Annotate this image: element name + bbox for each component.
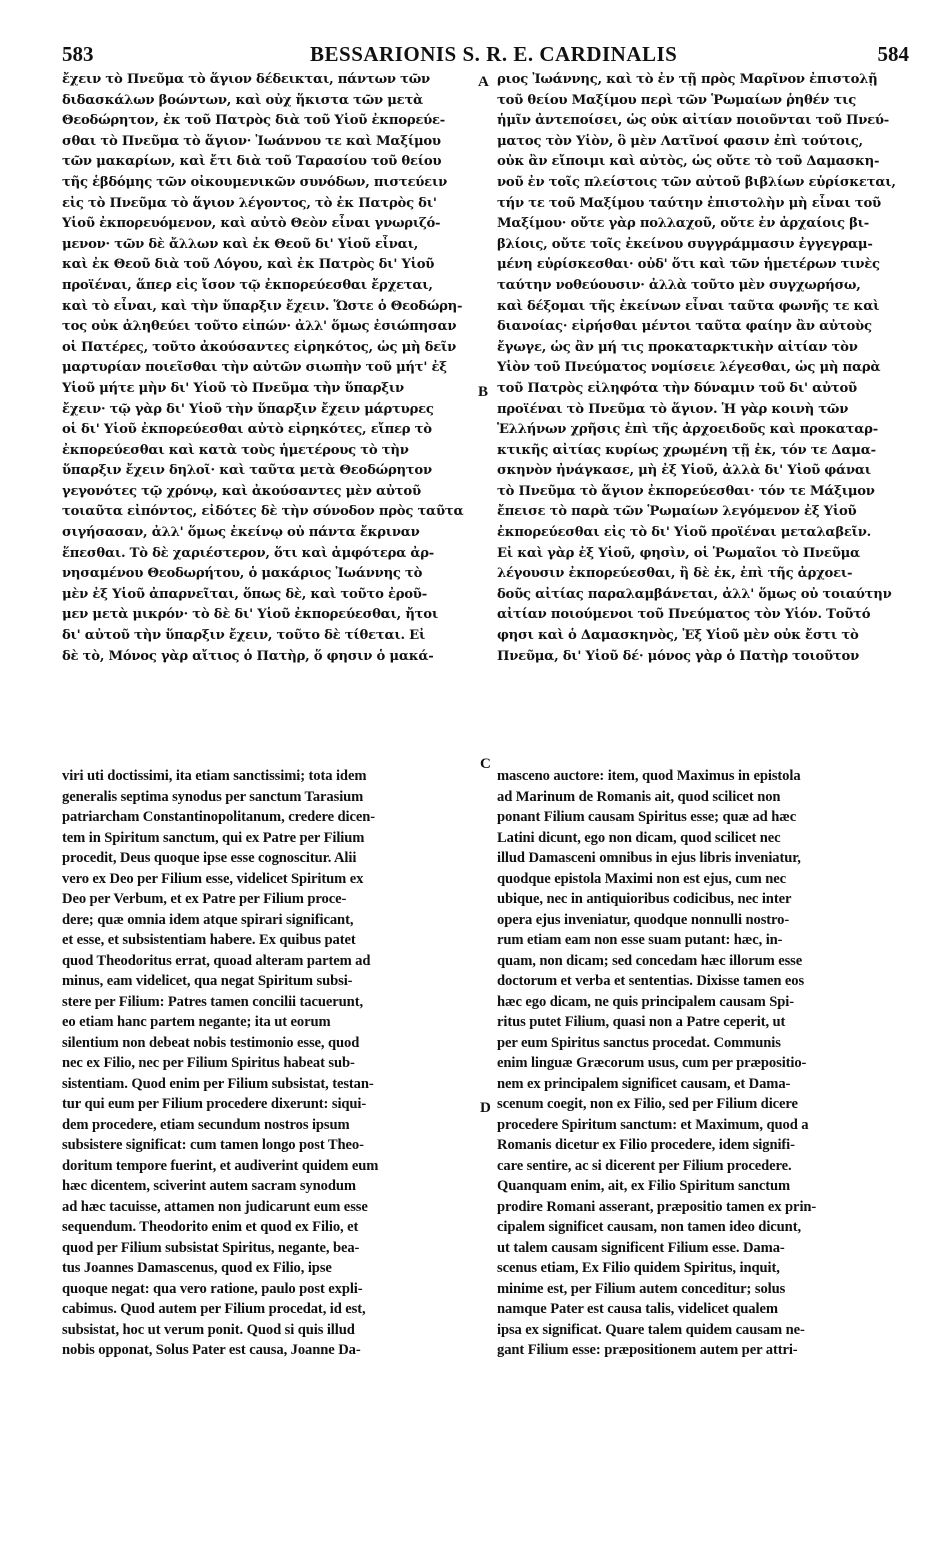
latin-line: ritus putet Filium, quasi non a Patre ceperit, ut — [497, 1014, 786, 1030]
greek-line: τῆς ἑβδόμης τῶν οἰκουμενικῶν συνόδων, πιστεύειν — [62, 174, 447, 190]
greek-line: ἔχειν· τῷ γὰρ δι' Υἱοῦ τὴν ὕπαρξιν ἔχειν μάρτυρες — [62, 401, 434, 417]
latin-line: nec ex Filio, nec per Filium Spiritus habeat sub- — [62, 1055, 355, 1071]
latin-line: ipsa ex significat. Quare talem quidem causam ne- — [497, 1321, 805, 1338]
margin-letter-d: D — [480, 1100, 491, 1116]
greek-line: Πνεῦμα, δι' Υἱοῦ δέ· μόνος γὰρ ὁ Πατὴρ τοιοῦτον — [497, 648, 859, 664]
latin-line: Latini dicunt, ego non dicam, quod scilicet nec — [497, 829, 781, 846]
latin-line: quodque epistola Maximi non est ejus, cum nec — [497, 870, 787, 887]
greek-line: ὕπαρξιν ἔχειν δηλοῖ· καὶ ταῦτα μετὰ Θεοδώρητον — [62, 463, 432, 479]
latin-line: subsistere significat: cum tamen longo post Theo- — [62, 1137, 364, 1153]
latin-line: sistentiam. Quod enim per Filium subsistat, testan- — [62, 1075, 374, 1092]
greek-line: Εἰ καὶ γὰρ ἐξ Υἱοῦ, φησὶν, οἱ Ῥωμαῖοι τὸ Πνεῦμα — [497, 545, 860, 561]
latin-line: care sentire, ac si dicerent per Filium procedere. — [497, 1157, 792, 1174]
latin-line: hæc ego dicam, ne quis principalem causam Spi- — [497, 993, 795, 1010]
page-number-left: 583 — [62, 42, 94, 66]
latin-line: ad Marinum de Romanis ait, quod scilicet non — [497, 788, 781, 805]
greek-line: κτικῆς αἰτίας κυρίως χρωμένη τῇ ἐκ, τόν τε Δαμα- — [497, 442, 876, 458]
latin-line: tem in Spiritum sanctum, qui ex Patre per Filium — [62, 829, 365, 846]
greek-line: οὐκ ἂν εἴποιμι καὶ αὐτὸς, ὡς οὔτε τὸ τοῦ Δαμασκη- — [497, 154, 880, 170]
latin-line: dere; quæ omnia idem atque spirari significant, — [62, 911, 354, 928]
greek-line: ταύτην νοθεύουσιν· ἀλλὰ τοῦτο μὲν συγχωρήσω, — [497, 277, 861, 293]
latin-line: nem ex principalem significet causam, et Dama- — [497, 1075, 791, 1092]
latin-line: viri uti doctissimi, ita etiam sanctissimi; tota idem — [62, 768, 367, 784]
latin-line: gant Filium esse: præpositionem autem per attri- — [497, 1342, 798, 1358]
latin-line: scenus etiam, Ex Filio quidem Spiritus, inquit, — [497, 1260, 780, 1276]
running-header — [62, 42, 909, 68]
greek-line: δοῦς αἰτίας παραλαμβάνεται, ἀλλ' ὅμως οὐ τοιαύτην — [497, 586, 892, 602]
greek-line: ἡμῖν ἀντεποίσει, ὡς οὐκ αἰτίαν ποιοῦνται τοῦ Πνεύ- — [497, 113, 890, 129]
greek-line: εἰς τὸ Πνεῦμα τὸ ἅγιον λέγοντος, τὸ ἐκ Πατρὸς δι' — [62, 195, 437, 211]
page-number-right: 584 — [877, 42, 909, 66]
latin-line: enim linguæ Græcorum usus, cum per præpositio- — [497, 1055, 807, 1071]
latin-line: generalis septima synodus per sanctum Tarasium — [62, 788, 364, 805]
greek-line: δὲ τὸ, Μόνος γὰρ αἴτιος ὁ Πατὴρ, ὅ φησιν ὁ μακά- — [62, 648, 434, 664]
latin-line: tus Joannes Damascenus, quod ex Filio, ipse — [62, 1260, 332, 1276]
latin-line: minus, eam videlicet, qua negat Spiritum subsi- — [62, 973, 353, 989]
greek-line: προϊέναι τὸ Πνεῦμα τὸ ἅγιον. Ἡ γὰρ κοινὴ τῶν — [497, 401, 849, 417]
latin-line: scenum coegit, non ex Filio, sed per Filium dicere — [497, 1096, 798, 1112]
greek-line: σθαι τὸ Πνεῦμα τὸ ἅγιον· Ἰωάννου τε καὶ Μαξίμου — [62, 133, 441, 149]
greek-line: ἔχειν τὸ Πνεῦμα τὸ ἅγιον δέδεικται, πάντων τῶν — [62, 72, 430, 87]
latin-line: patriarcham Constantinopolitanum, credere dicen- — [62, 809, 376, 825]
margin-letter-b: B — [478, 384, 489, 400]
margin-letter-a: A — [478, 74, 489, 90]
greek-line: νησαμένου Θεοδωρήτου, ὁ μακάριος Ἰωάννης τὸ — [62, 566, 423, 582]
latin-line: procedere Spiritum sanctum: et Maximum, quod a — [497, 1116, 809, 1133]
latin-line: et esse, et subsistentiam habere. Ex quibus patet — [62, 932, 356, 948]
greek-column-left — [62, 70, 475, 760]
greek-line: οἱ δι' Υἱοῦ ἐκπορεύεσθαι αὐτὸ εἰρηκότες, εἴπερ τὸ — [62, 422, 432, 438]
latin-line: vero ex Deo per Filium esse, videlicet Spiritum ex — [62, 870, 364, 887]
greek-line: Θεοδώρητον, ἐκ τοῦ Πατρὸς διὰ τοῦ Υἱοῦ ἐκπορεύε- — [62, 113, 446, 129]
greek-line: νοῦ ἐν τοῖς πλείστοις τῶν αὐτοῦ βιβλίων εὑρίσκεται, — [497, 174, 896, 190]
greek-line: διανοίας· εἰρήσθαι μέντοι ταῦτα φαίην ἂν αὐτοὺς — [497, 319, 872, 335]
latin-line: quod per Filium subsistat Spiritus, negante, bea- — [62, 1239, 360, 1256]
latin-line: cabimus. Quod autem per Filium procedat, id est, — [62, 1301, 366, 1317]
greek-line: ἔπεισε τὸ παρὰ τῶν Ῥωμαίων λεγόμενον ἐξ Υἱοῦ — [497, 504, 857, 520]
greek-line: μένη εὑρίσκεσθαι· οὐδ' ὅτι καὶ τῶν ἡμετέρων τινὲς — [497, 257, 880, 273]
latin-line: subsistat, hoc ut verum ponit. Quod si quis illud — [62, 1321, 355, 1338]
latin-line: ad hæc tacuisse, attamen non judicarunt eum esse — [62, 1198, 368, 1215]
latin-line: hæc dicentem, sciverint autem sacram synodum — [62, 1178, 356, 1194]
latin-line: cipalem significet causam, non tamen ideo dicunt, — [497, 1219, 801, 1235]
latin-line: illud Damasceni omnibus in ejus libris inveniatur, — [497, 850, 801, 866]
greek-line: οἱ Πατέρες, τοῦτο ἀκούσαντες εἰρηκότος, ὡς μὴ δεῖν — [62, 339, 457, 355]
greek-line: τοῦ θείου Μαξίμου περὶ τῶν Ῥωμαίων ῥηθέν τις — [497, 92, 857, 108]
latin-line: silentium non debeat nobis testimonio esse, quod — [62, 1034, 360, 1051]
greek-line: ριος Ἰωάννης, καὶ τὸ ἐν τῇ πρὸς Μαρῖνον ἐπιστολῇ — [497, 72, 878, 87]
greek-line: φησι καὶ ὁ Δαμασκηνὸς, Ἐξ Υἱοῦ μὲν οὐκ ἔστι τὸ — [497, 628, 859, 644]
margin-letter-c: C — [480, 756, 491, 772]
greek-line: ἐκπορεύεσθαι εἰς τὸ δι' Υἱοῦ προϊέναι μεταλαβεῖν. — [497, 525, 871, 541]
greek-line: σιγήσασαν, ἀλλ' ὅμως ἐκείνῳ οὐ πάντα ἔκριναν — [62, 525, 420, 541]
greek-line: τῶν μακαρίων, καὶ ἔτι διὰ τοῦ Ταρασίου τοῦ θείου — [62, 154, 442, 170]
latin-line: masceno auctore: item, quod Maximus in epistola — [497, 768, 801, 784]
greek-line: Μαξίμου· οὔτε γὰρ πολλαχοῦ, οὔτε ἐν ἀρχαίοις βι- — [497, 216, 869, 232]
latin-line: quoque negat: qua vero ratione, paulo post expli- — [62, 1280, 363, 1297]
latin-line: prodire Romani asserant, præpositio tamen ex prin- — [497, 1198, 817, 1215]
latin-line: sequendum. Theodorito enim et quod ex Filio, et — [62, 1219, 359, 1235]
latin-line: dem procedere, etiam secundum nostros ipsum — [62, 1116, 350, 1133]
greek-line: γεγονότες τῷ χρόνῳ, καὶ ἀκούσαντες μὲν αὐτοῦ — [62, 483, 421, 499]
greek-line: Ἑλλήνων χρῆσις ἐπὶ τῆς ἀρχοειδοῦς καὶ προκαταρ- — [497, 422, 878, 438]
greek-line: καὶ δέξομαι τῆς ἐκείνων εἶναι ταῦτα φωνῆς τε καὶ — [497, 298, 880, 314]
greek-line: ἔγωγε, ὡς ἂν μή τις προκαταρκτικὴν αἰτίαν τὸν — [497, 339, 858, 355]
greek-line: δι' αὐτοῦ τὴν ὕπαρξιν ἔχειν, τοῦτο δὲ τίθεται. Εἰ — [62, 628, 426, 644]
greek-line: καὶ τὸ εἶναι, καὶ τὴν ὕπαρξιν ἔχειν. Ὥστε ὁ Θεοδώρη- — [62, 298, 463, 314]
greek-line: τὸ Πνεῦμα τὸ ἅγιον ἐκπορεύεσθαι· τόν τε Μάξιμον — [497, 483, 875, 499]
greek-line: μεν μετὰ μικρόν· τὸ δὲ δι' Υἱοῦ ἐκπορεύεσθαι, ἤτοι — [62, 607, 438, 623]
latin-line: Quanquam enim, ait, ex Filio Spiritum sanctum — [497, 1178, 791, 1194]
greek-line: Υἱοῦ μήτε μὴν δι' Υἱοῦ τὸ Πνεῦμα τὴν ὕπαρξιν — [62, 380, 404, 396]
greek-line: μὲν ἐξ Υἱοῦ ἀπαρνεῖται, ὅπως δὲ, καὶ τοῦτο ἐροῦ- — [62, 586, 427, 602]
latin-line: tur qui eum per Filium procedere dixerunt: siqui- — [62, 1096, 367, 1112]
greek-line: καὶ ἐκ Θεοῦ διὰ τοῦ Λόγου, καὶ ἐκ Πατρὸς δι' Υἱοῦ — [62, 257, 435, 273]
latin-line: minime est, per Filium autem conceditur; solus — [497, 1280, 786, 1297]
greek-column-right — [497, 70, 915, 760]
latin-line: per eum Spiritus sanctus procedat. Communis — [497, 1034, 781, 1051]
latin-line: nobis opponat, Solus Pater est causa, Joanne Da- — [62, 1342, 361, 1358]
greek-line: βλίοις, οὔτε τοῖς ἐκείνου συγγράμμασιν ἐγγεγραμ- — [497, 236, 873, 252]
latin-line: quam, non dicam; sed concedam hæc illorum esse — [497, 952, 803, 969]
greek-line: τος οὐκ ἀληθεύει τοῦτο εἰπών· ἀλλ' ὅμως ἐσιώπησαν — [62, 319, 457, 335]
running-title: BESSARIONIS S. R. E. CARDINALIS — [310, 42, 678, 66]
latin-line: stere per Filium: Patres tamen concilii tacuerunt, — [62, 993, 363, 1010]
greek-line: σκηνὸν ἠνάγκασε, μὴ ἐξ Υἱοῦ, ἀλλὰ δι' Υἱοῦ φάναι — [497, 463, 871, 479]
greek-line: διδασκάλων βοώντων, καὶ οὐχ ἥκιστα τῶν μετὰ — [62, 92, 423, 108]
greek-line: ματος τὸν Υἱὸν, ὃ μὲν Λατῖνοί φασιν ἐπὶ τούτοις, — [497, 133, 863, 149]
latin-line: Deo per Verbum, et ex Patre per Filium proce- — [62, 891, 347, 907]
latin-line: quod Theodoritus errat, quoad alteram partem ad — [62, 952, 371, 969]
latin-line: opera ejus inveniatur, quodque nonnulli nostro- — [497, 911, 790, 928]
greek-line: ἕπεσθαι. Τὸ δὲ χαριέστερον, ὅτι καὶ ἀμφότερα ἀρ- — [62, 545, 434, 561]
latin-line: procedit, Deus quoque ipse esse cognoscitur. Alii — [62, 850, 357, 866]
latin-line: doctorum et verba et sententias. Dixisse tamen eos — [497, 973, 805, 989]
greek-line: Υἱὸν τοῦ Πνεύματος νομίσειε λέγεσθαι, ὡς μὴ παρὰ — [497, 360, 881, 376]
greek-line: αἰτίαν ποιούμενοι τοῦ Πνεύματος τὸν Υἱόν. Τοῦτό — [497, 607, 871, 623]
greek-line: τήν τε τοῦ Μαξίμου ταύτην ἐπιστολὴν μὴ εἶναι τοῦ — [497, 195, 881, 211]
greek-line: τοῦ Πατρὸς εἰληφότα τὴν δύναμιν τοῦ δι' αὐτοῦ — [497, 380, 857, 396]
latin-line: ut talem causam significent Filium esse. Dama- — [497, 1239, 785, 1256]
greek-line: μαρτυρίαν ποιεῖσθαι τὴν αὐτῶν σιωπὴν τοῦ μήτ' ἐξ — [62, 360, 447, 376]
greek-line: λέγουσιν ἐκπορεύεσθαι, ἢ δὲ ἐκ, ἐπὶ τῆς ἀρχοει- — [497, 566, 853, 582]
latin-line: doritum tempore fuerint, et audiverint quidem eum — [62, 1157, 379, 1174]
latin-line: Romanis dicetur ex Filio procedere, idem signifi- — [497, 1137, 795, 1153]
greek-line: μενον· τῶν δὲ ἄλλων καὶ ἐκ Θεοῦ δι' Υἱοῦ εἶναι, — [62, 236, 419, 252]
latin-column-left — [62, 766, 477, 1456]
latin-line: ubique, nec in antiquioribus codicibus, nec inter — [497, 891, 792, 907]
greek-line: ἐκπορεύεσθαι καὶ κατὰ τοὺς ἡμετέρους τὸ τὴν — [62, 442, 409, 458]
latin-line: eo etiam hanc partem negante; ita ut eorum — [62, 1014, 331, 1030]
greek-line: Υἱοῦ ἐκπορευόμενον, καὶ αὐτὸ Θεὸν εἶναι γνωριζό- — [62, 216, 441, 232]
latin-line: namque Pater est causa talis, videlicet qualem — [497, 1301, 778, 1317]
greek-line: προϊέναι, ἅπερ εἰς ἴσον τῷ ἐκπορεύεσθαι ἔρχεται, — [62, 277, 433, 293]
greek-line: τοιαῦτα εἰπόντος, εἰδότες δὲ τὴν σύνοδον πρὸς ταῦτα — [62, 504, 464, 520]
latin-column-right — [497, 766, 915, 1456]
latin-line: rum etiam eam non esse suam putant: hæc, in- — [497, 932, 783, 948]
latin-line: ponant Filium causam Spiritus esse; quæ ad hæc — [497, 809, 797, 825]
